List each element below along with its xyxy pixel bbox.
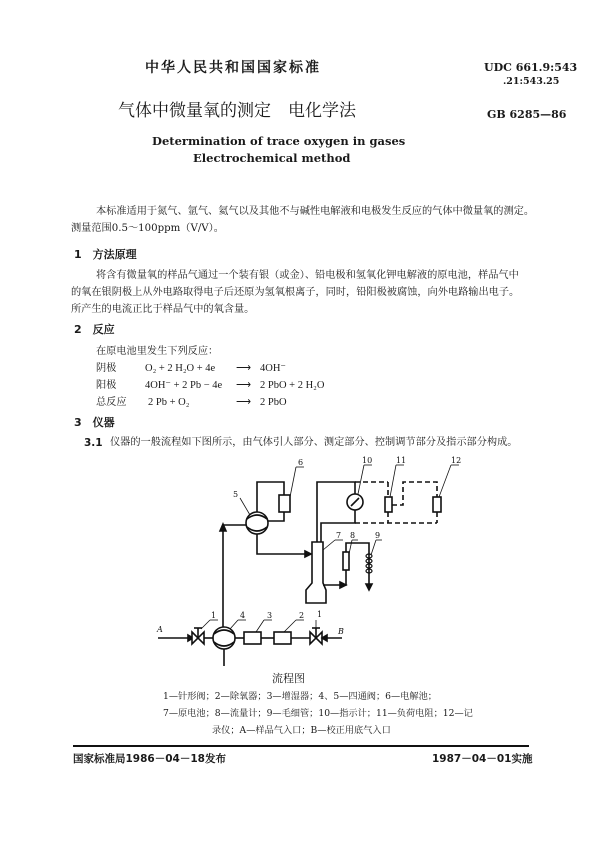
figure-legend-line3: 录仪；A—样品气入口；B—校正用底气入口 [212,725,391,736]
label-11: 11 [396,456,407,465]
document-title-en-line2: Electrochemical method [193,151,351,165]
section-2-heading: 2 反应 [74,323,115,336]
clause-number: 3.1 [84,437,103,449]
udc-code-line2: .21:543.25 [503,76,560,87]
reaction-right-overall: 2 PbO [260,397,287,408]
reaction-intro: 在原电池里发生下列反应： [96,346,219,357]
label-2: 2 [299,611,305,620]
reaction-right-cathode: 4OH⁻ [260,363,286,374]
reaction-left-cathode: O₂ + 2 H₂O + 4e [145,363,216,374]
deoxidizer-icon [274,632,291,644]
galvanic-cell-icon [306,542,326,603]
label-5: 5 [233,490,239,499]
reaction-label-anode: 阳极 [96,380,117,391]
figure-legend-line2: 7—原电池；8—流量计；9—毛细管；10—指示计；11—负荷电阻；12—记 [163,708,473,719]
label-10: 10 [362,456,373,465]
reaction-arrow: ⟶ [236,380,252,391]
arrow-icon [366,584,372,590]
intro-line2: 测量范围0.5～100ppm（V/V）。 [71,223,224,234]
label-6: 6 [298,458,304,467]
reaction-arrow: ⟶ [236,397,252,408]
recorder-icon [433,497,441,512]
label-a: A [157,625,163,634]
load-resistor-icon [385,497,392,512]
reaction-label-cathode: 阴极 [96,363,117,374]
reaction-arrow: ⟶ [236,363,252,374]
intro-line1: 本标准适用于氮气、氩气、氦气以及其他不与碱性电解液和电极发生反应的气体中微量氧的测定。 [96,206,535,217]
flowmeter-icon [343,552,349,570]
udc-code-line1: UDC 661.9:543 [484,61,578,74]
section-1-heading: 1 方法原理 [74,248,137,261]
section-1-line3: 所产生的电流正比于样品气中的氧含量。 [71,304,255,315]
reaction-left-anode: 4OH⁻ + 2 Pb − 4e [145,380,223,391]
label-12: 12 [451,456,462,465]
label-b: B [338,627,344,636]
reaction-right-anode: 2 PbO + 2 H₂O [260,380,325,391]
arrow-icon [340,582,346,588]
figure-legend-line1: 1—针形阀；2—除氧器；3—增湿器；4、5—四通阀；6—电解池； [163,691,437,702]
section-1-line2: 的氧在银阴极上从外电路取得电子后还原为氢氧根离子，同时，铅阳极被腐蚀，向外电路输出电子。 [71,287,520,298]
arrow-icon [305,551,311,557]
four-way-valve-icon [246,512,268,534]
document-title-en-line1: Determination of trace oxygen in gases [152,134,406,148]
four-way-valve-icon [213,627,235,649]
clause-3-1-text: 仪器的一般流程如下图所示，由气体引人部分、测定部分、控制调节部分及指示部分构成。 [110,437,518,448]
reaction-left-overall: 2 Pb + O₂ [148,397,190,408]
issue-date: 国家标准局1986－04－18发布 [73,753,226,765]
indicator-meter-icon [347,494,363,510]
effective-date: 1987－04－01实施 [432,753,533,765]
label-1b: 1 [317,610,323,619]
needle-valve-icon [192,628,204,644]
footer-rule [73,745,529,747]
standard-type: 中华人民共和国国家标准 [145,60,321,76]
label-9: 9 [375,531,381,540]
reaction-label-overall: 总反应 [96,397,127,408]
label-8: 8 [350,531,356,540]
section-3-heading: 3 仪器 [74,416,115,429]
humidifier-icon [244,632,261,644]
section-1-line1: 将含有微量氧的样品气通过一个装有银（或金）、铅电极和氢氧化钾电解液的原电池，样品气中 [96,270,519,281]
label-4: 4 [240,611,246,620]
electrolytic-cell-icon [279,495,290,512]
document-title-cn: 气体中微量氧的测定 电化学法 [118,101,356,121]
figure-caption: 流程图 [272,672,305,685]
gb-number: GB 6285—86 [487,108,567,121]
needle-valve-icon [310,628,322,644]
label-3: 3 [267,611,273,620]
label-1: 1 [211,611,217,620]
label-7: 7 [336,531,342,540]
